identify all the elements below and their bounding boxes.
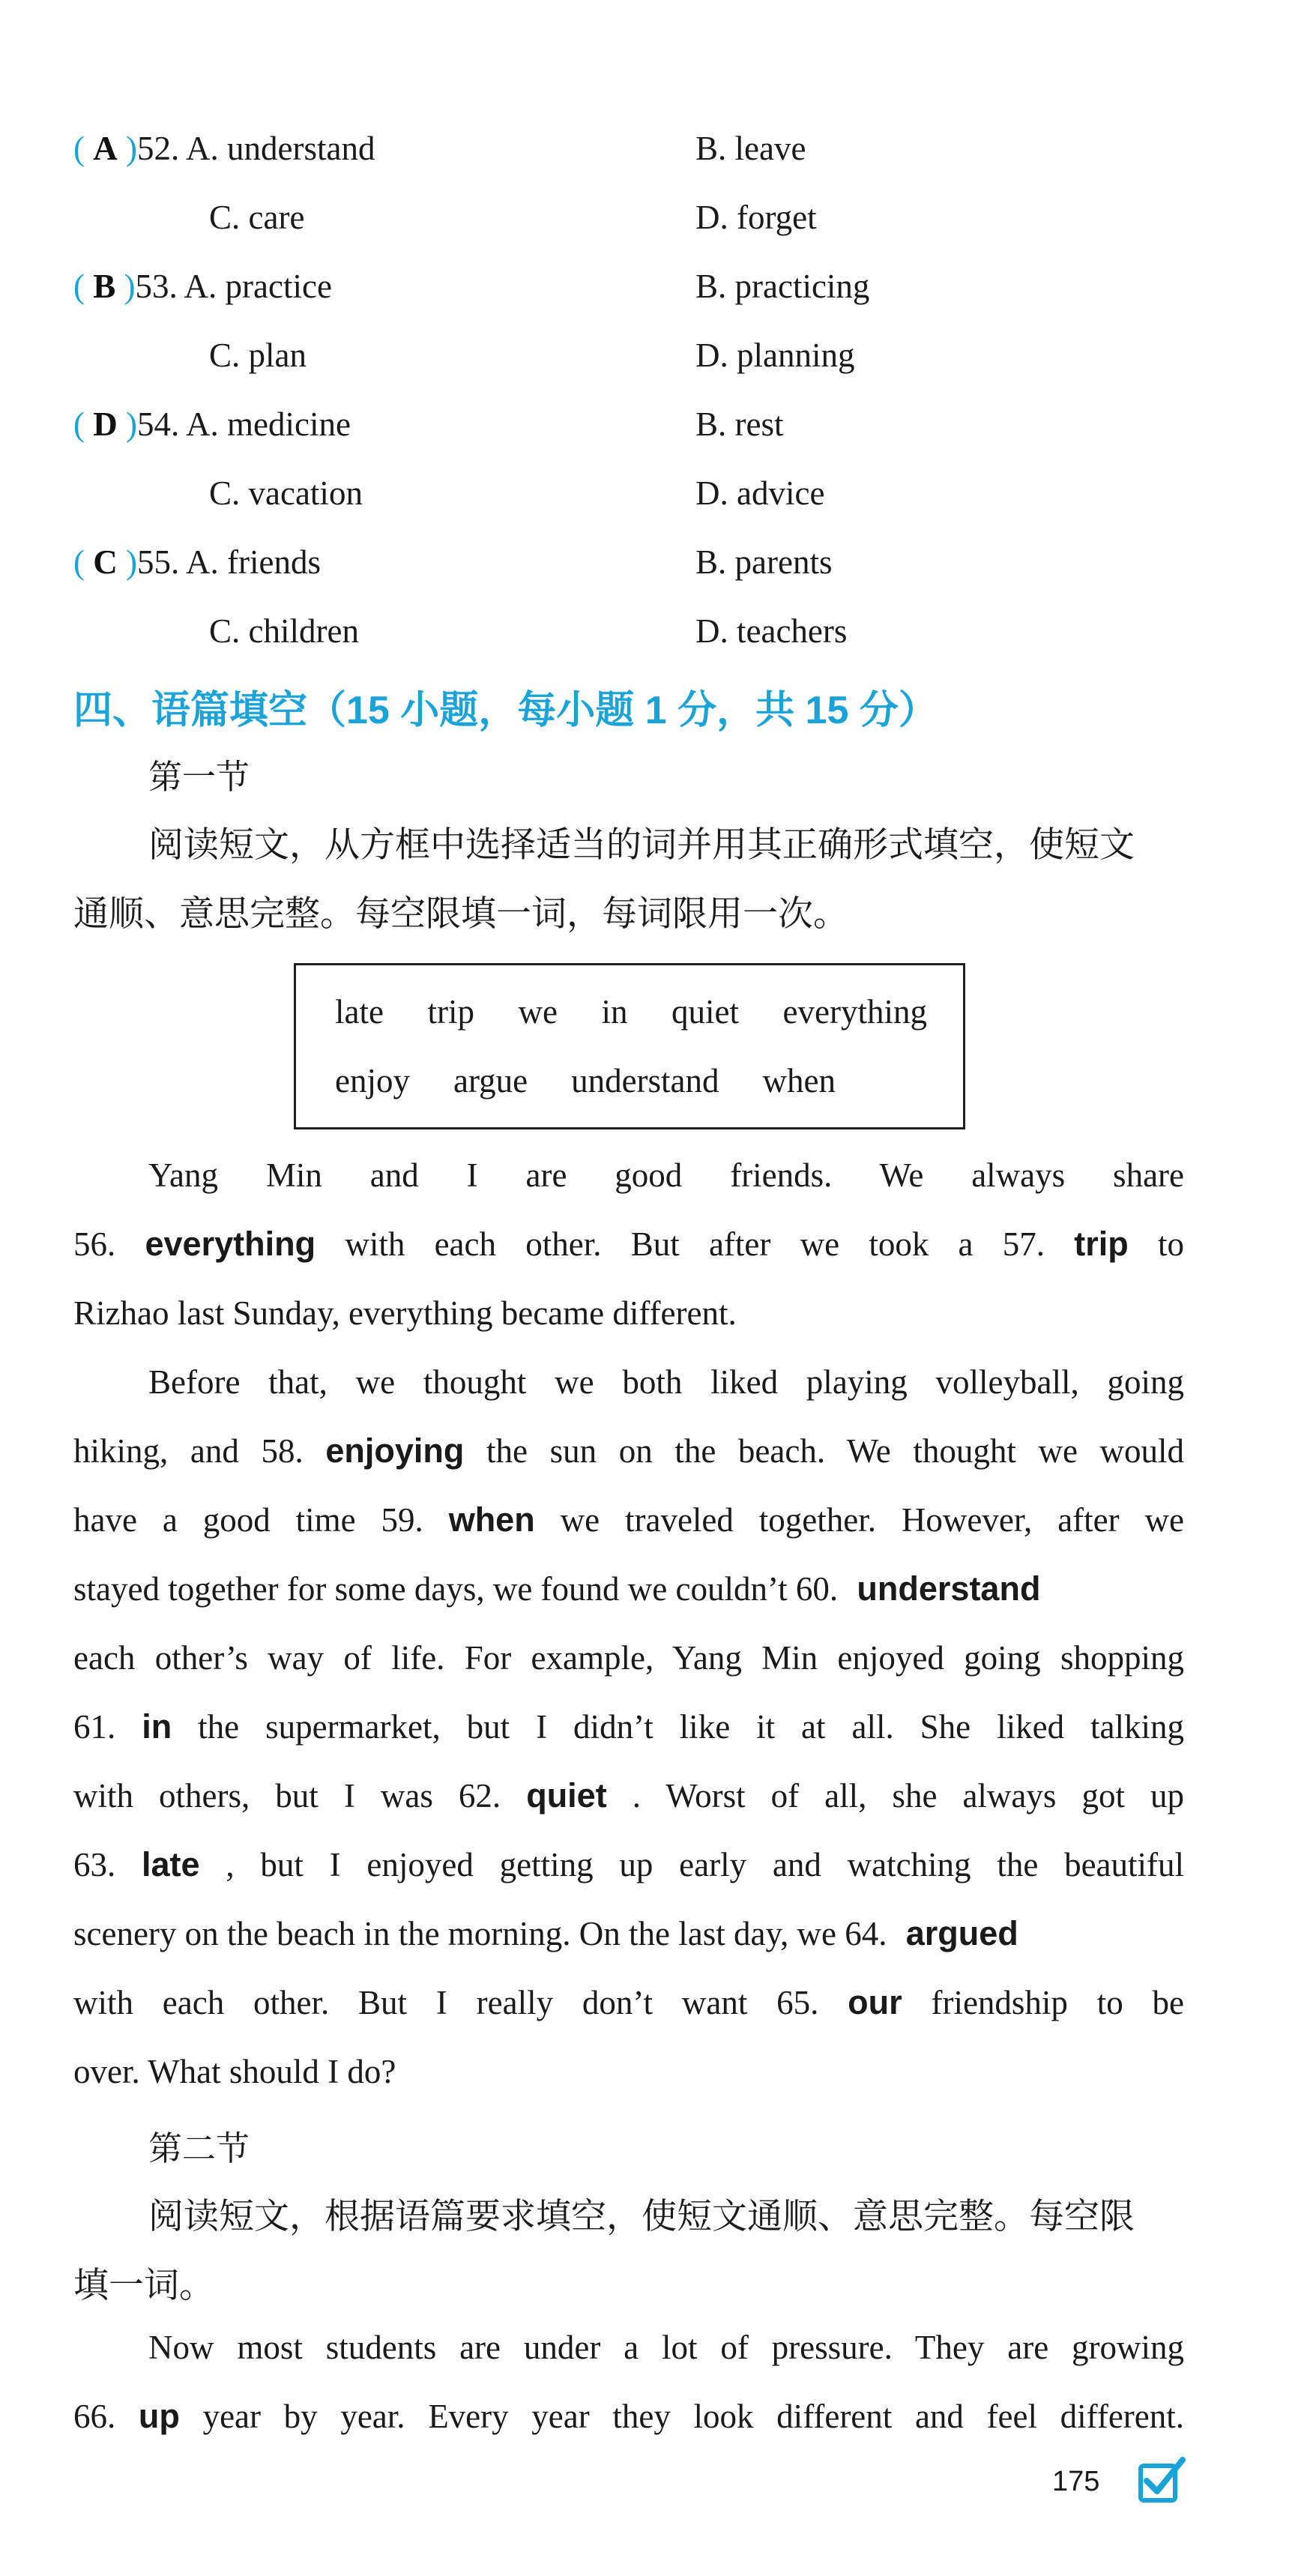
passage1-line: 61. in the supermarket, but I didn’t like it at all. She liked talking (73, 1707, 1185, 1746)
answer-54: D (93, 405, 118, 443)
option-d-55: D. teachers (695, 612, 848, 650)
part1-instruction-line1: 阅读短文，从方框中选择适当的词并用其正确形式填空，使短文 (148, 824, 1135, 866)
option-a-52: A. understand (186, 130, 375, 167)
passage1-line: hiking, and 58. enjoying the sun on the beach. We thought we would (73, 1432, 1185, 1470)
option-b-53: B. practicing (695, 268, 870, 305)
option-c-54: C. vacation (209, 474, 363, 512)
word-bank-word: we (518, 993, 558, 1031)
passage1-line: 56. everything with each other. But after we took a 57. trip to (73, 1225, 1185, 1263)
passage1-line: scenery on the beach in the morning. On the last day, we 64. argued (73, 1914, 1018, 1952)
word-bank-word: enjoy (335, 1062, 410, 1100)
part2-instruction-line1: 阅读短文，根据语篇要求填空，使短文通顺、意思完整。每空限 (148, 2196, 1135, 2237)
option-a-55: A. friends (186, 543, 321, 581)
option-d-52: D. forget (695, 199, 817, 236)
question-number-52: 52. (137, 130, 180, 167)
word-bank-word: quiet (671, 993, 739, 1031)
passage1-line: with each other. But I really don’t want 65. our friendship to be (73, 1983, 1184, 2021)
section-title: 四、语篇填空（15 小题，每小题 1 分，共 15 分） (73, 689, 938, 732)
answer-52: A (93, 130, 118, 167)
passage1-line: 63. late , but I enjoyed getting up early and watching the beautiful (73, 1845, 1185, 1883)
passage1-line: Before that, we thought we both liked playing volleyball, going (148, 1363, 1184, 1401)
passage1-line: Rizhao last Sunday, everything became different. (73, 1294, 737, 1332)
word-bank-row-2 (335, 1061, 836, 1100)
answer-59: when (448, 1500, 535, 1539)
option-d-54: D. advice (695, 474, 825, 512)
word-bank-word: late (335, 993, 384, 1031)
answer-65: our (848, 1983, 902, 2021)
passage2-line: 66. up year by year. Every year they look different and feel different. (73, 2397, 1185, 2435)
option-c-55: C. children (209, 612, 359, 650)
passage2-line: Now most students are under a lot of pressure. They are growing (148, 2329, 1184, 2366)
word-bank-word: when (762, 1062, 836, 1100)
answer-62: quiet (526, 1776, 607, 1815)
answer-63: late (142, 1845, 200, 1883)
question-number-55: 55. (137, 543, 180, 581)
answer-66: up (138, 2397, 180, 2435)
answer-64: argued (905, 1914, 1018, 1952)
word-bank-word: trip (427, 993, 474, 1031)
answer-55: C (93, 543, 118, 581)
question-number-53: 53. (135, 268, 178, 305)
word-bank-word: in (601, 993, 628, 1031)
answer-61: in (142, 1707, 172, 1746)
word-bank-box (294, 963, 965, 1129)
option-b-52: B. leave (695, 130, 806, 167)
passage1-line: stayed together for some days, we found we couldn’t 60. understand (73, 1569, 1041, 1608)
word-bank-row-1 (335, 992, 927, 1031)
part2-heading: 第二节 (148, 2129, 250, 2168)
answer-57: trip (1074, 1225, 1129, 1263)
word-bank-word: understand (571, 1062, 719, 1100)
answer-60: understand (857, 1569, 1041, 1608)
option-d-53: D. planning (695, 337, 855, 374)
option-b-55: B. parents (695, 543, 833, 581)
option-a-54: A. medicine (186, 405, 351, 443)
passage1-line: each other’s way of life. For example, Yang Min enjoyed going shopping (73, 1639, 1184, 1677)
answer-56: everything (145, 1225, 316, 1263)
passage1-line: with others, but I was 62. quiet . Worst of all, she always got up (73, 1776, 1185, 1815)
option-b-54: B. rest (695, 405, 784, 443)
question-number-54: 54. (137, 405, 180, 443)
answer-58: enjoying (325, 1432, 465, 1470)
checkbox-check-icon (1136, 2455, 1187, 2505)
passage1-line: have a good time 59. when we traveled together. However, after we (73, 1500, 1184, 1539)
part1-heading: 第一节 (148, 757, 250, 797)
part2-instruction-line2: 填一词。 (73, 2265, 214, 2306)
page-number: 175 (1052, 2466, 1100, 2497)
option-a-53: A. practice (184, 268, 332, 305)
passage1-line: Yang Min and I are good friends. We always share (148, 1156, 1184, 1194)
option-c-53: C. plan (209, 337, 307, 374)
passage1-line: over. What should I do? (73, 2053, 396, 2090)
part1-instruction-line2: 通顺、意思完整。每空限填一词，每词限用一次。 (73, 893, 848, 935)
word-bank-word: argue (453, 1062, 528, 1100)
word-bank-word: everything (782, 993, 927, 1031)
answer-53: B (93, 268, 116, 305)
option-c-52: C. care (209, 199, 305, 236)
